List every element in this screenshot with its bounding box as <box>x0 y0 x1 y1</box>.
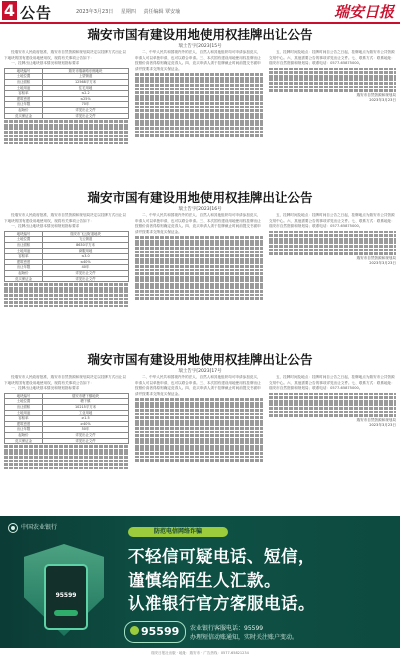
notice-column-3 <box>269 375 396 510</box>
table-cell-label: 竞买保证金 <box>5 276 43 282</box>
body-text-line <box>135 402 263 405</box>
body-text-line <box>4 445 129 448</box>
body-text-line <box>135 247 263 250</box>
body-text-line <box>135 102 263 105</box>
body-text-line <box>269 414 396 417</box>
table-cell-label: 土地位置 <box>5 399 43 405</box>
page-footer: 瑞安日报社出版 · 地址：瑞安市 · 广告热线：0577-65821234 <box>151 651 249 655</box>
body-text-line <box>4 138 129 141</box>
table-cell-value: 住宅用地 <box>43 85 129 91</box>
notice-date: 2023年3月23日 <box>369 260 396 265</box>
table-caption: 一、挂牌出让地块基本情况和规划指标要求 <box>11 224 80 229</box>
phone-screen-number: 95599 <box>55 592 77 599</box>
body-text-line <box>135 279 263 282</box>
body-text-line <box>135 251 263 254</box>
body-text-line <box>4 294 129 297</box>
body-text-line <box>4 127 129 130</box>
notice-column-3 <box>269 50 396 185</box>
body-text-line <box>135 286 263 289</box>
table-cell-label: 土地用途 <box>5 410 43 416</box>
table-cell-value: 8630平方米 <box>43 242 129 248</box>
table-cell-value: 70年 <box>43 102 129 108</box>
body-text-line <box>4 460 129 463</box>
table-cell-value: ≥40% <box>43 421 129 427</box>
notice-date: 2023年3月23日 <box>369 422 396 427</box>
hotline-subtext: 办理短信动账通知，实时关注账户变动。 <box>190 634 299 641</box>
body-text-line <box>135 127 263 130</box>
body-text-line <box>269 71 396 74</box>
body-text-line <box>135 73 263 76</box>
table-cell-label: 出让面积 <box>5 242 43 248</box>
table-cell-label: 起始价 <box>5 107 43 113</box>
section-title: 公告 <box>20 4 53 22</box>
table-cell-value: 上望街道 <box>43 74 129 80</box>
table-cell-value: 工业用地 <box>43 410 129 416</box>
phone-call-bar <box>54 610 78 616</box>
notice-title: 瑞安市国有建设用地使用权挂牌出让公告 <box>87 352 313 367</box>
table-cell-value: 塘下镇 <box>43 399 129 405</box>
table-row <box>5 276 129 282</box>
table-cell-label: 建筑密度 <box>5 96 43 102</box>
body-text-line <box>135 91 263 94</box>
bank-name: 中国农业银行 <box>21 524 58 531</box>
body-text-line <box>4 142 129 145</box>
notice-column-1 <box>4 375 129 510</box>
land-notice <box>4 352 396 443</box>
notice-column-2 <box>135 375 263 510</box>
page-number: 4 <box>3 1 16 20</box>
notice-signature: 瑞安市自然资源和规划局 <box>356 255 396 260</box>
notice-doc-number: 瑞土告字[2023]16号 <box>178 207 222 212</box>
body-text-line <box>269 241 396 244</box>
table-cell-label: 起始价 <box>5 270 43 276</box>
body-text-line <box>269 403 396 406</box>
body-text-line <box>135 441 263 444</box>
ad-headline-3: 认准银行官方客服电话。 <box>128 594 315 613</box>
notice-body-text: 二、中华人民共和国境内外的法人、自然人和其他组织均可申请参加竞买，申请人可以单独申请，也可以联合申请。三、本次国有建设用地使用权挂牌出让按照价高者得原则确定竞得人。四、竞买申请人须于挂牌截止时间前提交书面申请并按要求交纳竞买保证金。 <box>135 50 261 71</box>
land-table <box>4 68 129 119</box>
body-text-line <box>4 131 129 134</box>
table-cell-label: 容积率 <box>5 91 43 97</box>
table-cell-label: 竞买保证金 <box>5 113 43 119</box>
table-row <box>5 438 129 444</box>
page-masthead <box>0 0 400 24</box>
table-cell-value: 商服用地 <box>43 248 129 254</box>
table-cell-value: ≤25% <box>43 96 129 102</box>
table-cell-label: 出让年限 <box>5 265 43 271</box>
notice-intro: 经瑞安市人民政府批准，瑞安市自然资源和规划局决定以挂牌方式出让以下地块的国有建设用地使用权，现将有关事项公告如下： <box>4 213 126 223</box>
body-text-line <box>135 398 263 401</box>
notice-column-1 <box>4 213 129 348</box>
body-text-line <box>135 116 263 119</box>
table-cell-label: 出让面积 <box>5 404 43 410</box>
table-cell-label: 土地用途 <box>5 248 43 254</box>
body-text-line <box>4 463 129 466</box>
body-text-line <box>135 413 263 416</box>
bank-brand <box>8 522 57 533</box>
body-text-line <box>135 459 263 462</box>
notice-body-text: 五、挂牌时间及地点：挂牌时间自公告之日起，挂牌地点为瑞安市公共资源交易中心。六、其他需要公告的事项详见出让文件。七、联系方式：联系地址：瑞安市自然资源和规划局；联系电话：0577-65875000。 <box>269 213 395 229</box>
notice-column-3 <box>269 213 396 348</box>
body-text-line <box>135 438 263 441</box>
table-cell-label: 地块编号 <box>5 231 43 237</box>
body-text-line <box>135 456 263 459</box>
body-text-line <box>135 106 263 109</box>
body-text-line <box>269 78 396 81</box>
table-cell-value: 飞云街道 <box>43 237 129 243</box>
table-cell-value: 瑞安市瑞新路东侧地块 <box>43 68 129 74</box>
ad-headline-1: 不轻信可疑电话、短信， <box>128 547 315 566</box>
table-caption: 一、挂牌出让地块基本情况和规划指标要求 <box>11 61 80 66</box>
table-cell-value: 详见出让文件 <box>43 432 129 438</box>
land-table <box>4 231 129 282</box>
body-text-line <box>135 254 263 257</box>
table-cell-label: 建筑密度 <box>5 421 43 427</box>
body-text-line <box>135 272 263 275</box>
body-text-line <box>135 240 263 243</box>
body-text-line <box>4 124 129 127</box>
body-text-line <box>269 86 396 89</box>
body-text-line <box>135 405 263 408</box>
body-text-line <box>135 416 263 419</box>
body-text-line <box>135 261 263 264</box>
body-text-line <box>135 290 263 293</box>
body-text-line <box>269 411 396 414</box>
table-cell-label: 容积率 <box>5 254 43 260</box>
notice-title: 瑞安市国有建设用地使用权挂牌出让公告 <box>87 190 313 205</box>
body-text-line <box>135 120 263 123</box>
body-text-line <box>4 452 129 455</box>
ad-headline-2: 谨慎给陌生人汇款。 <box>128 571 281 590</box>
body-text-line <box>4 305 129 308</box>
body-text-line <box>135 420 263 423</box>
table-row <box>5 113 129 119</box>
newspaper-logo: 瑞安日报 <box>333 3 394 21</box>
body-text-line <box>269 82 396 85</box>
body-text-line <box>269 396 396 399</box>
body-text-line <box>269 234 396 237</box>
telephone-icon <box>130 626 139 635</box>
issue-date: 2023年3月23日 <box>76 9 114 15</box>
notice-column-2 <box>135 213 263 348</box>
table-cell-value: 瑞安市飞云街道地块 <box>43 231 129 237</box>
phone-icon <box>44 564 88 630</box>
body-text-line <box>135 84 263 87</box>
bank-logo-icon <box>8 523 18 533</box>
table-cell-value: 详见出让文件 <box>43 276 129 282</box>
notice-doc-number: 瑞土告字[2023]17号 <box>178 369 222 374</box>
body-text-line <box>135 431 263 434</box>
body-text-line <box>135 243 263 246</box>
land-notice <box>4 190 396 281</box>
body-text-line <box>135 109 263 112</box>
hotline-text: 农业银行客服电话：95599 <box>190 625 264 632</box>
body-text-line <box>4 467 129 470</box>
table-cell-value: 详见出让文件 <box>43 270 129 276</box>
table-cell-label: 土地位置 <box>5 237 43 243</box>
body-text-line <box>135 434 263 437</box>
body-text-line <box>269 231 396 234</box>
body-text-line <box>135 448 263 451</box>
body-text-line <box>135 452 263 455</box>
land-table <box>4 393 129 444</box>
body-text-line <box>135 265 263 268</box>
body-text-line <box>135 236 263 239</box>
body-text-line <box>135 113 263 116</box>
body-text-line <box>135 95 263 98</box>
editor-name: 责任编辑 覃安瑜 <box>143 9 181 15</box>
body-text-line <box>135 123 263 126</box>
body-text-line <box>135 294 263 297</box>
body-text-line <box>135 134 263 137</box>
masthead-meta <box>76 8 186 15</box>
body-text-line <box>135 98 263 101</box>
issue-weekday: 星期四 <box>120 9 136 15</box>
table-caption: 一、挂牌出让地块基本情况和规划指标要求 <box>11 386 80 391</box>
body-text-line <box>269 407 396 410</box>
body-text-line <box>135 427 263 430</box>
table-cell-value: ≥1.5 <box>43 416 129 422</box>
body-text-line <box>135 445 263 448</box>
body-text-line <box>135 258 263 261</box>
hotline-badge <box>124 621 186 643</box>
body-text-line <box>4 456 129 459</box>
ad-tag-pill: 防范电信网络诈骗 <box>128 527 228 537</box>
body-text-line <box>135 131 263 134</box>
notice-body-text: 二、中华人民共和国境内外的法人、自然人和其他组织均可申请参加竞买，申请人可以单独申请，也可以联合申请。三、本次国有建设用地使用权挂牌出让按照价高者得原则确定竞得人。四、竞买申请人须于挂牌截止时间前提交书面申请并按要求交纳竞买保证金。 <box>135 375 261 396</box>
table-cell-label: 出让年限 <box>5 102 43 108</box>
body-text-line <box>135 423 263 426</box>
table-cell-label: 容积率 <box>5 416 43 422</box>
table-cell-label: 建筑密度 <box>5 259 43 265</box>
notice-column-2 <box>135 50 263 185</box>
body-text-line <box>4 298 129 301</box>
body-text-line <box>4 287 129 290</box>
body-text-line <box>269 68 396 71</box>
table-cell-label: 土地用途 <box>5 85 43 91</box>
body-text-line <box>135 409 263 412</box>
table-cell-value: 详见出让文件 <box>43 438 129 444</box>
notice-body-text: 五、挂牌时间及地点：挂牌时间自公告之日起，挂牌地点为瑞安市公共资源交易中心。六、其他需要公告的事项详见出让文件。七、联系方式：联系地址：瑞安市自然资源和规划局；联系电话：0577-65875000。 <box>269 50 395 66</box>
body-text-line <box>135 276 263 279</box>
notice-intro: 经瑞安市人民政府批准，瑞安市自然资源和规划局决定以挂牌方式出让以下地块的国有建设用地使用权，现将有关事项公告如下： <box>4 50 126 60</box>
body-text-line <box>269 238 396 241</box>
table-cell-label: 地块编号 <box>5 393 43 399</box>
body-text-line <box>269 249 396 252</box>
body-text-line <box>269 245 396 248</box>
table-cell-label: 起始价 <box>5 432 43 438</box>
notice-intro: 经瑞安市人民政府批准，瑞安市自然资源和规划局决定以挂牌方式出让以下地块的国有建设用地使用权，现将有关事项公告如下： <box>4 375 126 385</box>
body-text-line <box>4 120 129 123</box>
notice-body-text: 二、中华人民共和国境内外的法人、自然人和其他组织均可申请参加竞买，申请人可以单独申请，也可以联合申请。三、本次国有建设用地使用权挂牌出让按照价高者得原则确定竞得人。四、竞买申请人须于挂牌截止时间前提交书面申请并按要求交纳竞买保证金。 <box>135 213 261 234</box>
table-cell-value: 瑞安市塘下镇地块 <box>43 393 129 399</box>
notice-signature: 瑞安市自然资源和规划局 <box>356 92 396 97</box>
notice-title: 瑞安市国有建设用地使用权挂牌出让公告 <box>87 27 313 42</box>
land-notice <box>4 27 396 118</box>
table-cell-value: ≤3.0 <box>43 254 129 260</box>
table-cell-value: 详见出让文件 <box>43 113 129 119</box>
table-cell-value: 12568平方米 <box>43 79 129 85</box>
body-text-line <box>135 88 263 91</box>
table-cell-value: 10215平方米 <box>43 404 129 410</box>
body-text-line <box>4 449 129 452</box>
table-cell-value: ≤40% <box>43 259 129 265</box>
body-text-line <box>269 252 396 255</box>
table-cell-label: 土地位置 <box>5 74 43 80</box>
bank-fraud-ad <box>0 516 400 648</box>
body-text-line <box>4 135 129 138</box>
body-text-line <box>4 290 129 293</box>
notice-column-1 <box>4 50 129 185</box>
body-text-line <box>269 75 396 78</box>
notice-doc-number: 瑞土告字[2023]15号 <box>178 44 222 49</box>
body-text-line <box>269 89 396 92</box>
table-cell-value: 40年 <box>43 265 129 271</box>
table-cell-value: ≤2.2 <box>43 91 129 97</box>
body-text-line <box>135 283 263 286</box>
table-cell-label: 出让面积 <box>5 79 43 85</box>
table-cell-label: 竞买保证金 <box>5 438 43 444</box>
body-text-line <box>135 80 263 83</box>
table-cell-value: 50年 <box>43 427 129 433</box>
body-text-line <box>4 301 129 304</box>
notice-date: 2023年3月23日 <box>369 97 396 102</box>
hotline-number: 95599 <box>141 625 180 638</box>
notice-body-text: 五、挂牌时间及地点：挂牌时间自公告之日起，挂牌地点为瑞安市公共资源交易中心。六、其他需要公告的事项详见出让文件。七、联系方式：联系地址：瑞安市自然资源和规划局；联系电话：0577-65875000。 <box>269 375 395 391</box>
body-text-line <box>135 269 263 272</box>
body-text-line <box>269 400 396 403</box>
notice-signature: 瑞安市自然资源和规划局 <box>356 417 396 422</box>
table-cell-label: 地块编号 <box>5 68 43 74</box>
body-text-line <box>135 77 263 80</box>
table-cell-label: 出让年限 <box>5 427 43 433</box>
body-text-line <box>269 393 396 396</box>
body-text-line <box>4 283 129 286</box>
body-text-line <box>135 297 263 300</box>
table-cell-value: 详见出让文件 <box>43 107 129 113</box>
